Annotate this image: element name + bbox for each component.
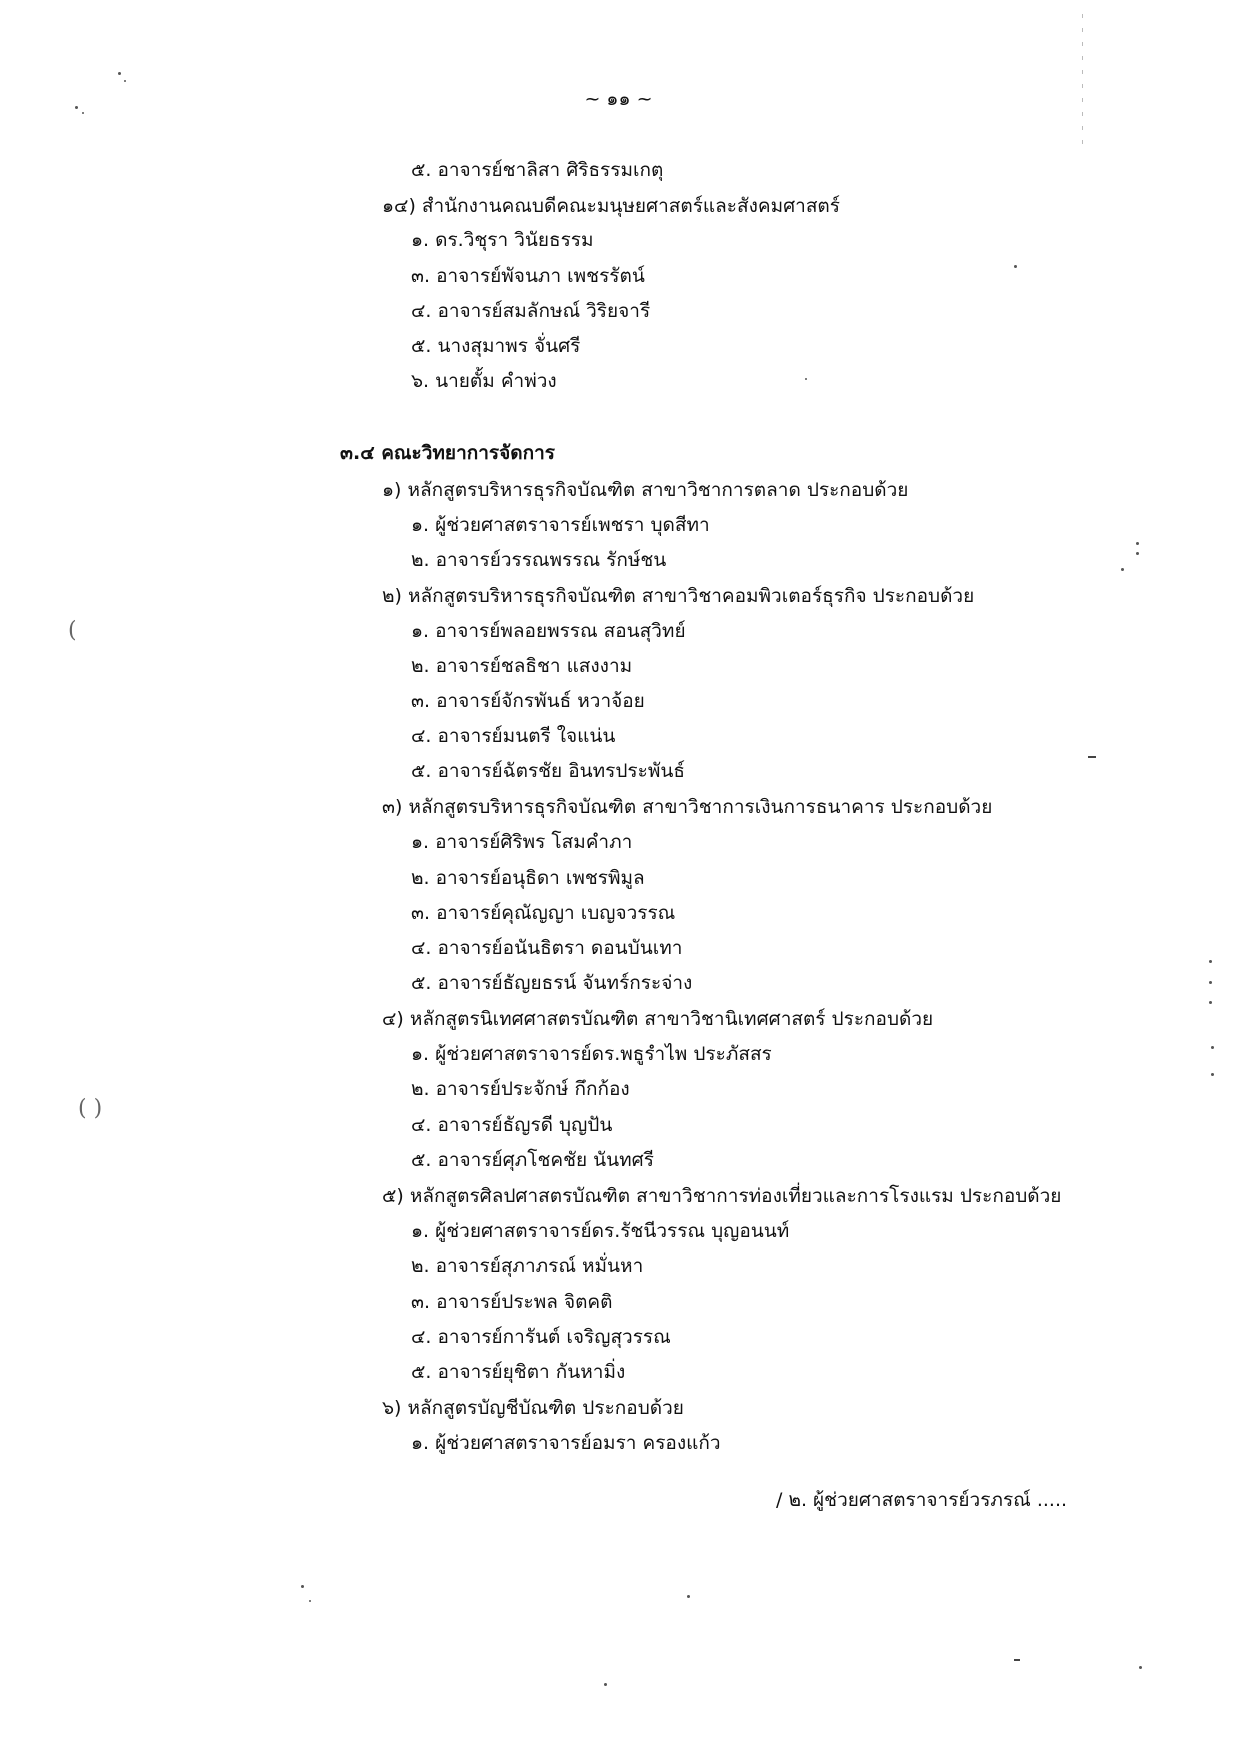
- staff-line: ๕. อาจารย์ฉัตรชัย อินทรประพันธ์: [411, 760, 685, 782]
- scan-speck: [1014, 265, 1017, 268]
- scan-speck: [1139, 1666, 1142, 1669]
- staff-line: ๑. ผู้ช่วยศาสตราจารย์เพชรา บุดสีทา: [411, 514, 710, 536]
- scan-speck: [805, 378, 807, 380]
- staff-line: ๕. อาจารย์ยุชิตา กันหามิ่ง: [411, 1361, 626, 1383]
- staff-line: ๕. อาจารย์ธัญยธรน์ จันทร์กระจ่าง: [411, 972, 693, 994]
- staff-line: ๑. ดร.วิชุรา วินัยธรรม: [411, 229, 594, 251]
- staff-line: ๕. นางสุมาพร จั่นศรี: [411, 335, 581, 357]
- scan-speck: [82, 112, 84, 114]
- staff-line: ๑. ผู้ช่วยศาสตราจารย์ดร.รัชนีวรรณ บุญอนนท์: [411, 1220, 790, 1242]
- scan-speck: [75, 106, 78, 109]
- scan-speck: [118, 72, 121, 75]
- scan-speck: [1211, 1046, 1214, 1049]
- staff-line: ๒. อาจารย์ชลธิชา แสงงาม: [411, 655, 633, 677]
- staff-line: ๑. อาจารย์พลอยพรรณ สอนสุวิทย์: [411, 620, 686, 642]
- staff-line: ๓. อาจารย์จักรพันธ์ หวาจ้อย: [411, 690, 645, 712]
- section-heading: ๓.๔ คณะวิทยาการจัดการ: [340, 442, 555, 464]
- staff-line: ๒. อาจารย์วรรณพรรณ รักษ์ชน: [411, 549, 667, 571]
- continuation-reference: / ๒. ผู้ช่วยศาสตราจารย์วรภรณ์ .....: [776, 1489, 1068, 1511]
- scan-speck: [301, 1585, 304, 1588]
- staff-line: ๑. อาจารย์ศิริพร โสมคำภา: [411, 831, 633, 853]
- scan-edge-line: [1082, 14, 1083, 154]
- unit-heading: ๑๔) สำนักงานคณบดีคณะมนุษยศาสตร์และสังคมศาสตร์: [382, 195, 840, 217]
- staff-line: ๓. อาจารย์พัจนภา เพชรรัตน์: [411, 265, 645, 287]
- scan-speck: [604, 1683, 607, 1686]
- scan-speck: [309, 1600, 311, 1602]
- staff-line: ๔. อาจารย์มนตรี ใจแน่น: [411, 725, 616, 747]
- staff-line: ๑. ผู้ช่วยศาสตราจารย์ดร.พธูรำไพ ประภัสสร: [411, 1043, 772, 1065]
- program-heading: ๕) หลักสูตรศิลปศาสตรบัณฑิต สาขาวิชาการท่องเที่ยวและการโรงแรม ประกอบด้วย: [382, 1185, 1062, 1207]
- scan-dash: [1088, 756, 1096, 758]
- scan-speck: [1209, 981, 1212, 984]
- scan-mark: (: [68, 618, 77, 643]
- staff-line: ๑. ผู้ช่วยศาสตราจารย์อมรา ครองแก้ว: [411, 1432, 721, 1454]
- staff-line: ๒. อาจารย์สุภาภรณ์ หมั่นหา: [411, 1255, 644, 1277]
- staff-line: ๔. อาจารย์สมลักษณ์ วิริยจารี: [411, 300, 651, 322]
- scan-speck: [1209, 960, 1212, 963]
- staff-line: ๖. นายตั้ม คำพ่วง: [411, 370, 557, 392]
- page-number: ~ ๑๑ ~: [584, 88, 653, 110]
- scan-speck: [1209, 1001, 1212, 1004]
- scan-speck: [1121, 568, 1124, 571]
- program-heading: ๒) หลักสูตรบริหารธุรกิจบัณฑิต สาขาวิชาคอมพิวเตอร์ธุรกิจ ประกอบด้วย: [382, 585, 975, 607]
- staff-line: ๔. อาจารย์อนันธิตรา ดอนบันเทา: [411, 937, 683, 959]
- staff-line: ๓. อาจารย์คุณัญญา เบญจวรรณ: [411, 902, 676, 924]
- scan-dash: [1014, 1659, 1020, 1661]
- program-heading: ๓) หลักสูตรบริหารธุรกิจบัณฑิต สาขาวิชาการเงินการธนาคาร ประกอบด้วย: [382, 796, 993, 818]
- staff-line: ๕. อาจารย์ชาลิสา ศิริธรรมเกตุ: [411, 159, 664, 181]
- scan-speck: [1211, 1073, 1214, 1076]
- staff-line: ๓. อาจารย์ประพล จิตคติ: [411, 1291, 613, 1313]
- program-heading: ๔) หลักสูตรนิเทศศาสตรบัณฑิต สาขาวิชานิเทศศาสตร์ ประกอบด้วย: [382, 1008, 934, 1030]
- program-heading: ๑) หลักสูตรบริหารธุรกิจบัณฑิต สาขาวิชาการตลาด ประกอบด้วย: [382, 479, 909, 501]
- program-heading: ๖) หลักสูตรบัญชีบัณฑิต ประกอบด้วย: [382, 1397, 684, 1419]
- scan-mark: ( ): [78, 1096, 103, 1121]
- staff-line: ๒. อาจารย์ประจักษ์ กึกก้อง: [411, 1078, 630, 1100]
- scan-speck: [1136, 542, 1139, 545]
- staff-line: ๔. อาจารย์ธัญรดี บุญปัน: [411, 1114, 613, 1136]
- scan-speck: [687, 1595, 690, 1598]
- scan-speck: [124, 80, 126, 82]
- staff-line: ๕. อาจารย์ศุภโชคชัย นันทศรี: [411, 1149, 654, 1171]
- staff-line: ๒. อาจารย์อนุธิดา เพชรพิมูล: [411, 867, 645, 889]
- staff-line: ๔. อาจารย์การันต์ เจริญสุวรรณ: [411, 1326, 671, 1348]
- scan-speck: [1136, 552, 1139, 555]
